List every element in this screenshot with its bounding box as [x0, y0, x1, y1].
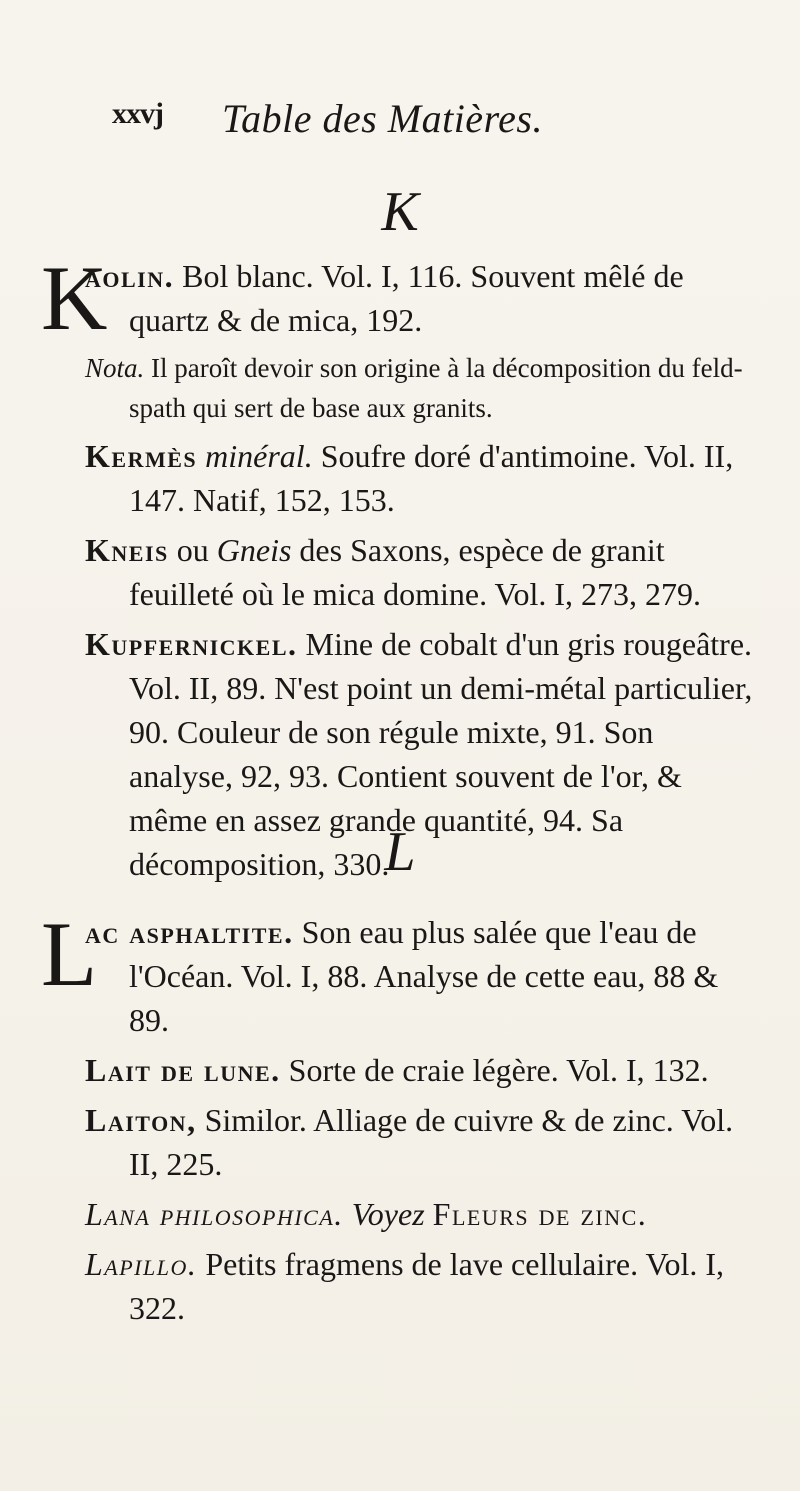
- entry-head: Kupfernickel.: [85, 626, 298, 662]
- entry-head: Lait de lune.: [85, 1052, 281, 1088]
- entry-alt-name: Gneis: [216, 532, 292, 568]
- entry-text: Sorte de craie légère. Vol. I, 132.: [288, 1052, 709, 1088]
- entry-head: Kneis: [85, 532, 169, 568]
- nota-label: Nota.: [85, 353, 145, 383]
- entry-head: Lapillo.: [85, 1246, 198, 1282]
- entry-text: Petits fragmens de lave cellulaire. Vol. I, 322.: [129, 1246, 725, 1326]
- entry-lapillo: [85, 1242, 765, 1330]
- entry-kaolin: [41, 247, 765, 349]
- entry-laiton: [85, 1098, 765, 1186]
- running-head: [112, 95, 672, 145]
- entry-text: Soufre doré d'antimoine. Vol. II, 147. Natif, 152, 153.: [129, 438, 734, 518]
- dropcap-l: L: [41, 903, 98, 1005]
- entry-head: Lana philosophica.: [85, 1196, 344, 1232]
- entry-kermes: [85, 434, 765, 522]
- page-number: xxvj: [112, 97, 163, 130]
- entry-head: Kermès: [85, 438, 198, 474]
- entries-l: [41, 903, 765, 1336]
- entry-text: Bol blanc. Vol. I, 116. Souvent mêlé de quartz & de mica, 192.: [129, 258, 684, 338]
- voyez-label: Voyez: [351, 1196, 425, 1232]
- entry-head: ac asphaltite.: [85, 914, 294, 950]
- section-letter-l: L: [384, 821, 416, 883]
- entry-lana-philosophica: [85, 1192, 765, 1236]
- entry-lac-asphaltite: [41, 903, 765, 1042]
- entries-k: [41, 247, 765, 892]
- entry-text: Son eau plus salée que l'eau de l'Océan. Vol. I, 88. Analyse de cette eau, 88 & 89.: [129, 914, 719, 1038]
- entry-text: Similor. Alliage de cuivre & de zinc. Vol. II, 225.: [129, 1102, 734, 1182]
- header-title: Table des Matières.: [222, 96, 543, 141]
- entry-text: Mine de cobalt d'un gris rougeâtre. Vol. II, 89. N'est point un demi-métal particulier, 90. Couleur de son régule mixte, 91. Son analyse, 92, 93. Contient souvent de l'or, & même en assez grande quantité, 94. Sa décomposition, 330.: [129, 626, 753, 882]
- entry-head: aolin.: [85, 258, 175, 294]
- entry-lait-de-lune: [85, 1048, 765, 1092]
- entry-nota: [85, 348, 765, 428]
- cross-reference: Fleurs de zinc.: [432, 1196, 648, 1232]
- entry-text: des Saxons, espèce de granit feuilleté où le mica domine. Vol. I, 273, 279.: [129, 532, 702, 612]
- entry-text: ou: [176, 532, 209, 568]
- entry-kneis: [85, 528, 765, 616]
- section-letter-k: K: [381, 181, 419, 243]
- entry-head: Laiton,: [85, 1102, 197, 1138]
- dropcap-k: K: [41, 247, 108, 349]
- entry-qualifier: minéral.: [205, 438, 313, 474]
- nota-text: Il paroît devoir son origine à la décomposition du feld-spath qui sert de base aux granits.: [129, 353, 743, 423]
